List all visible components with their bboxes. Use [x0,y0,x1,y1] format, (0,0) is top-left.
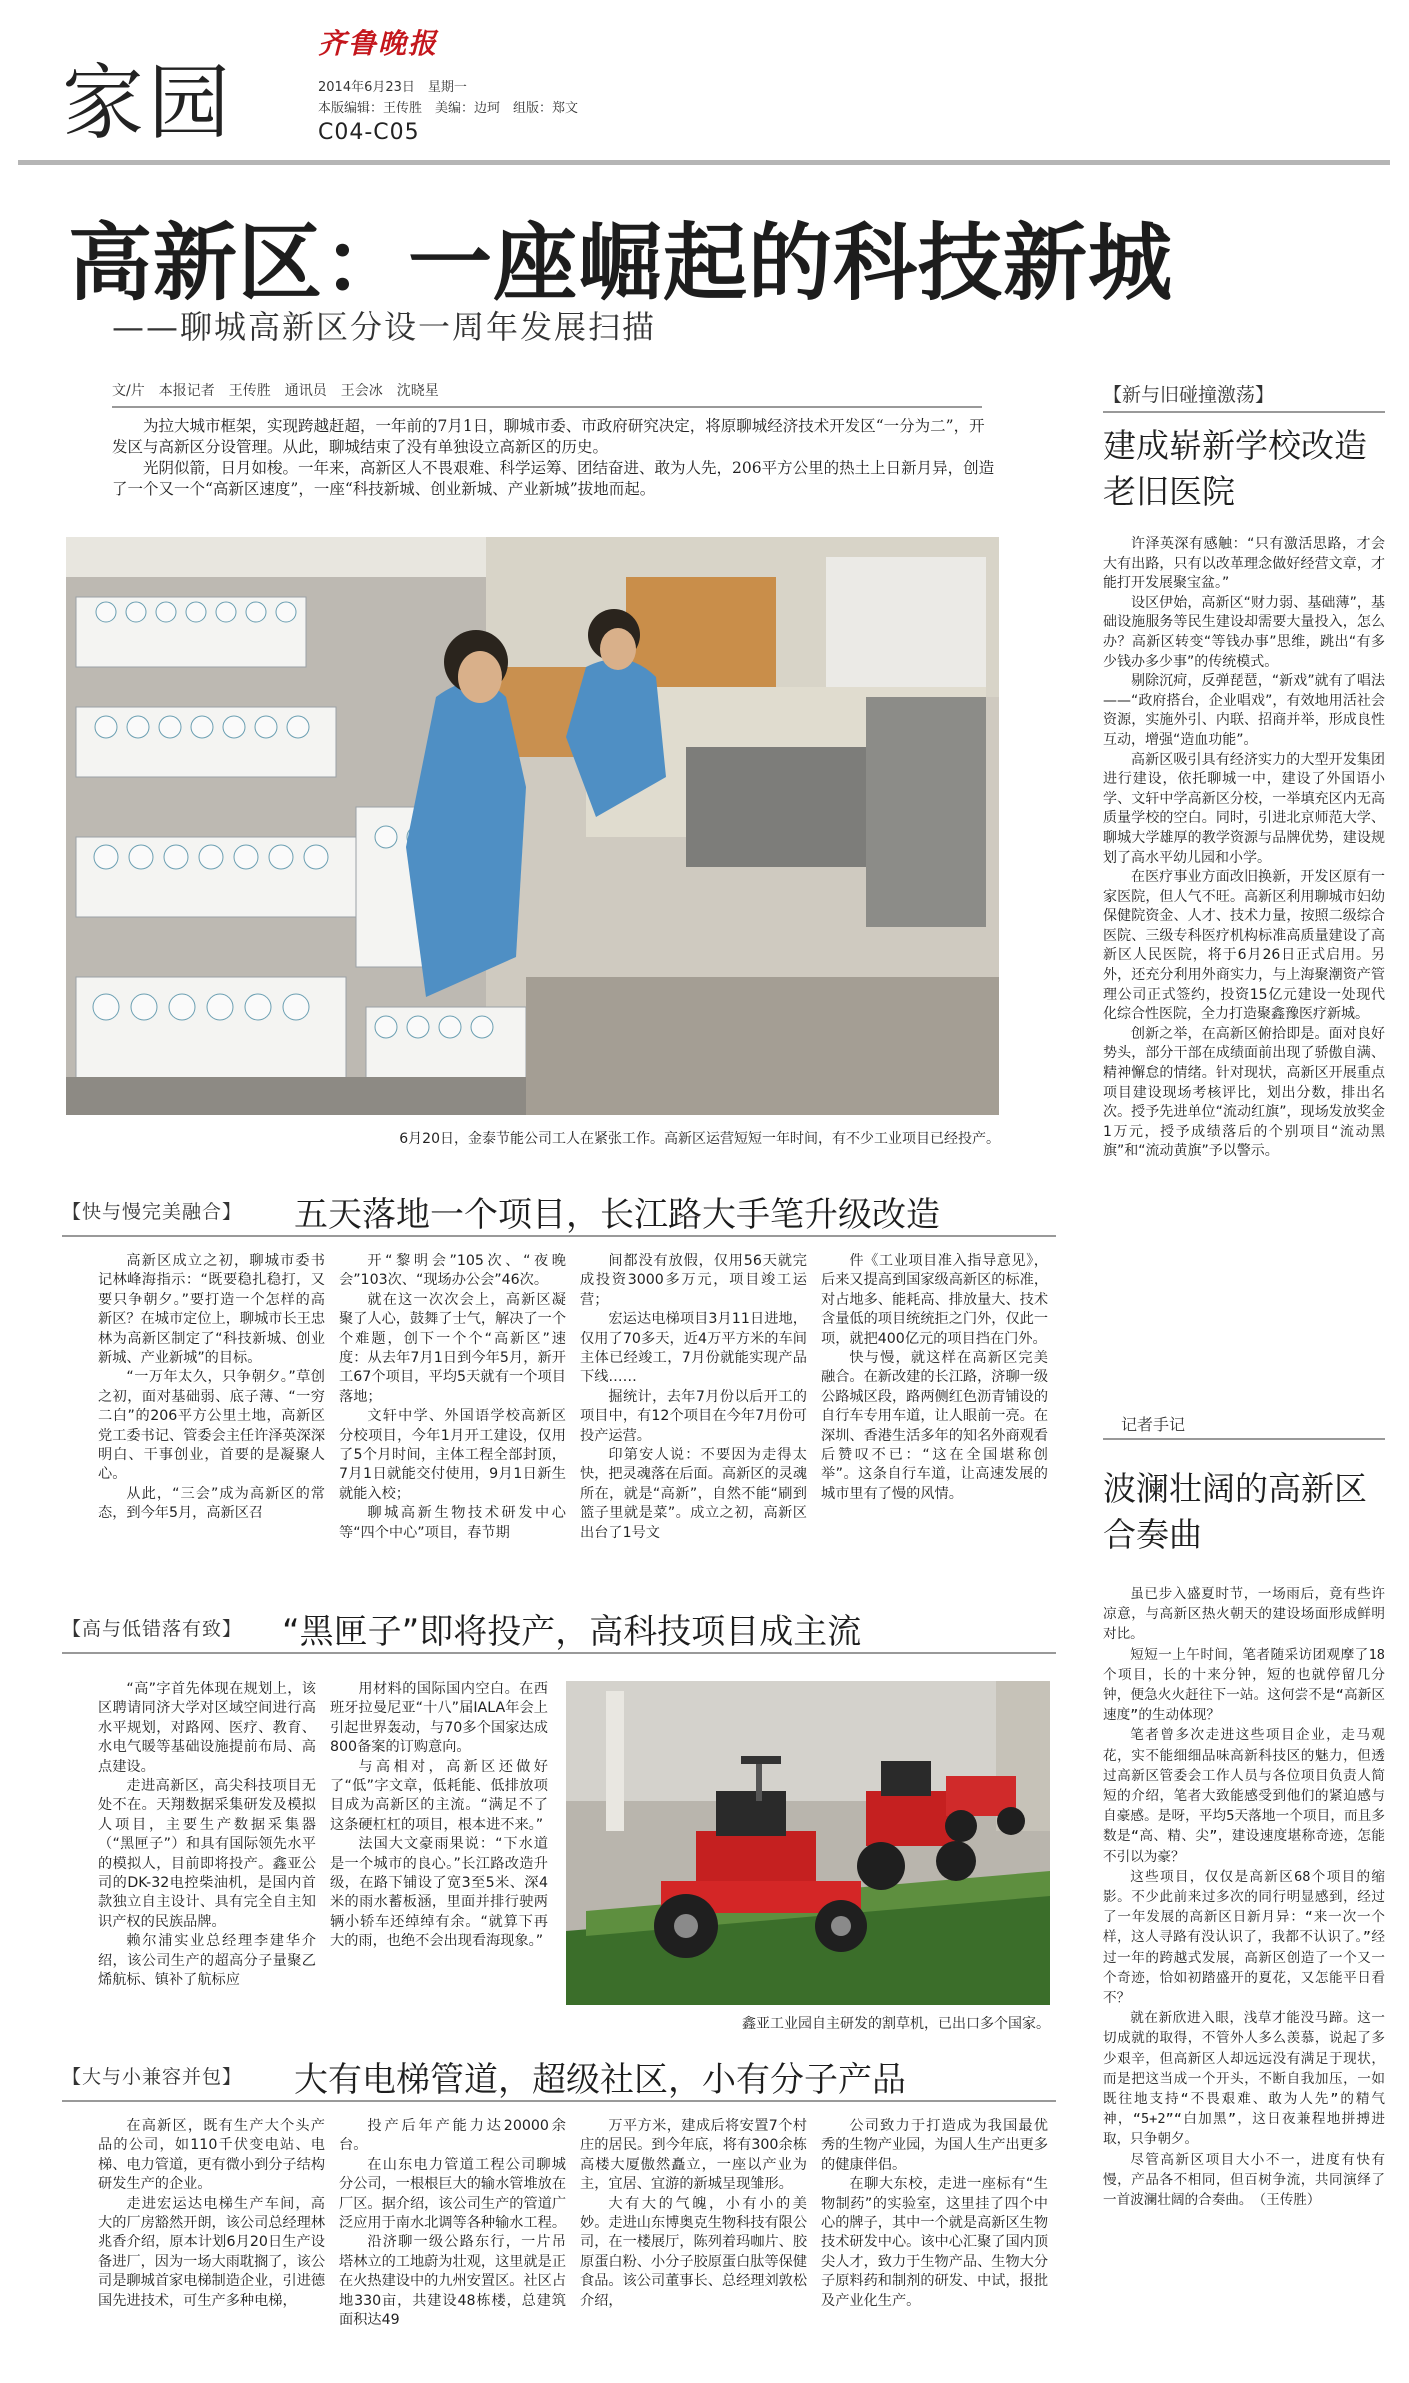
section-title: “黑匣子”即将投产，高科技项目成主流 [282,1612,862,1652]
text-column [580,1252,807,1543]
section1-columns [98,1252,1048,1543]
factory-workers-photo [66,537,999,1115]
main-subhead: ——聊城高新区分设一周年发展扫描 [112,308,657,346]
sidebar-school-hospital [1103,380,1385,1162]
paragraph: 走进宏运达电梯生产车间，高大的厂房豁然开朗，该公司总经理林兆香介绍，原本计划6月20日生产设备进厂，因为一场大雨耽搁了，该公司是聊城首家电梯制造企业，引进德国先进技术，可生产多种电梯， [98,2195,326,2309]
section-name: 家园 [62,56,235,151]
paragraph: 间都没有放假，仅用56天就完成投资3000多万元，项目竣工运营； [580,1253,807,1308]
paragraph: 赖尔浦实业总经理李建华介绍，该公司生产的超高分子量聚乙烯航标、镇补了航标应 [98,1933,316,1989]
paragraph: 件《工业项目准入指导意见》，后来又提高到国家级高新区的标准，对占地多、能耗高、排放量大、技术含量低的项目统统拒之门外，仅此一项，就把400亿元的项目挡在门外。 [821,1253,1049,1347]
reporter-notes-paragraph: 就在新欣进入眼，浅草才能没马蹄。这一切成就的取得，不管外人多么羡慕，说起了多少艰辛，但高新区人却远远没有满足于现状，而是把这当成一个开头，不断自我加压，一如既往地支持“不畏艰难、敢为人先”的精气神，“5+2”“白加黑”，这日夜兼程地拼搏进取，只争朝夕。 [1103,2010,1385,2148]
paragraph: 就在这一次次会上，高新区凝聚了人心，鼓舞了士气，解决了一个个难题，创下一个个“高新区”速度：从去年7月1日到今年5月，新开工67个项目，平均5天就有一个项目落地； [339,1291,567,1405]
sidebar-paragraph: 许泽英深有感触：“只有激活思路，才会大有出路，只有以改革理念做好经营文章，才能打开发展聚宝盆。” [1103,536,1385,592]
paragraph: “一万年太久，只争朝夕。”草创之初，面对基础弱、底子薄、“一穷二白”的206平方公里土地，高新区党工委书记、管委会主任许泽英深深明白、干事创业，首要的是凝聚人心。 [98,1369,326,1483]
paragraph: 走进高新区，高尖科技项目无处不在。天翔数据采集研发及模拟人项目，主要生产数据采集器（“黑匣子”）和具有国际领先水平的模拟人，目前即将投产。鑫亚公司的DK-32电控柴油机，是国内首款独立自主设计、具有完全自主知识产权的民族品牌。 [98,1778,316,1930]
section-tag: 【大与小兼容并包】 [62,2066,243,2088]
lawn-mower-illustration [566,1681,1050,2005]
text-column [339,1252,566,1543]
reporter-notes-paragraph: 笔者曾多次走进这些项目企业，走马观花，实不能细细品味高新科技区的魅力，但透过高新区管委会工作人员与各位项目负责人简短的介绍，笔者大致能感受到他们的紧迫感与自豪感。是呀，平均5天落地一个项目，而且多数是“高、精、尖”，建设速度堪称奇迹，怎能不引以为豪？ [1103,1727,1385,1865]
paragraph: 沿济聊一级公路东行，一片吊塔林立的工地蔚为壮观，这里就是正在火热建设中的九州安置区。社区占地330亩，共建设48栋楼，总建筑面积达49 [339,2234,567,2329]
lawn-mower-caption: 鑫亚工业园自主研发的割草机，已出口多个国家。 [742,2016,1050,2032]
text-column [98,1252,325,1543]
paragraph: 高新区成立之初，聊城市委书记林峰海指示：“既要稳扎稳打，又要只争朝夕。”要打造一个怎样的高新区？在城市定位上，聊城市长王忠林为高新区制定了“科技新城、创业新城、产业新城”的目标。 [98,1253,326,1367]
section2-columns [98,1680,548,1991]
editors-line: 本版编辑：王传胜 美编：边珂 组版：郑文 [318,101,579,116]
paragraph: 大有大的气魄，小有小的美妙。走进山东博奥克生物科技有限公司，在一楼展厅，陈列着玛咖片、胶原蛋白粉、小分子胶原蛋白肽等保健食品。该公司董事长、总经理刘敦松介绍， [580,2195,808,2309]
reporter-notes-title: 波澜壮阔的高新区合奏曲 [1103,1469,1367,1554]
reporter-notes-tag: 记者手记 [1103,1410,1385,1440]
sidebar-body [1103,535,1385,1162]
text-column [339,2117,566,2330]
lawn-mower-photo [566,1681,1050,2005]
text-column [821,2117,1048,2330]
section-title: 大有电梯管道，超级社区，小有分子产品 [294,2060,906,2100]
text-column [580,2117,807,2330]
sidebar-paragraph: 创新之举，在高新区俯拾即是。面对良好势头，部分干部在成绩面前出现了骄傲自满、精神懈怠的情绪。针对现状，高新区开展重点项目建设现场考核评比，划出分数，排出名次。授予先进单位“流动红旗”，现场发放奖金1万元，授予成绩落后的个别项目“流动黑旗”和“流动黄旗”予以警示。 [1103,1025,1385,1160]
sidebar-paragraph: 在医疗事业方面改旧换新，开发区原有一家医院，但人气不旺。高新区利用聊城市妇幼保健院资金、人才、技术力量，按照二级综合医院、三级专科医疗机构标准高质量建设了高新区人民医院，将于6月26日正式启用。另外，还充分利用外商实力，与上海聚潮资产管理公司正式签约，投资15亿元建设一处现代化综合性医院，全力打造聚鑫豫医疗新城。 [1103,869,1385,1023]
newspaper-logo: 齐鲁晚报 [318,27,439,60]
section-divider [62,1235,1056,1237]
paragraph: 快与慢，就这样在高新区完美融合。在新改建的长江路，济聊一级公路城区段，路两侧红色沥青铺设的自行车专用车道，让人眼前一亮。在深圳、香港生活多年的知名外商观看后赞叹不已：“这在全国堪称创举”。这条自行车道，让高速发展的城市里有了慢的风情。 [821,1350,1049,1502]
main-headline: 高新区：一座崛起的科技新城 [68,214,1174,312]
section-tag: 【高与低错落有致】 [62,1618,243,1640]
text-column [330,1680,548,1991]
sidebar-reporter-notes [1103,1410,1385,2210]
paragraph: 文轩中学、外国语学校高新区分校项目，今年1月开工建设，仅用了5个月时间，主体工程全部封顶，7月1日就能交付使用，9月1日新生就能入校； [339,1408,566,1502]
paragraph: 掘统计，去年7月份以后开工的项目中，有12个项目在今年7月份可投产运营。 [580,1388,807,1444]
byline: 文/片 本报记者 王传胜 通讯员 王会冰 沈晓星 [112,380,982,408]
page-code: C04-C05 [318,120,420,145]
page-header [0,0,1409,160]
paragraph: 公司致力于打造成为我国最优秀的生物产业园，为国人生产出更多的健康伴侣。 [821,2118,1049,2173]
reporter-notes-paragraph: 虽已步入盛夏时节，一场雨后，竟有些许凉意，与高新区热火朝天的建设场面形成鲜明对比。 [1103,1586,1385,1643]
reporter-notes-paragraph: 短短一上午时间，笔者随采访团观摩了18个项目，长的十来分钟，短的也就停留几分钟，便急火火赶往下一站。这何尝不是“高新区速度”的生动体现？ [1103,1646,1385,1724]
paragraph: 万平方米，建成后将安置7个村庄的居民。到今年底，将有300余栋高楼大厦傲然矗立，一座以产业为主，宜居、宜游的新城呈现雏形。 [580,2118,807,2193]
paragraph: “高”字首先体现在规划上，该区聘请同济大学对区域空间进行高水平规划，对路网、医疗、教育、水电气暖等基础设施提前布局、高点建设。 [98,1681,316,1775]
paragraph: 与高相对，高新区还做好了“低”字文章，低耗能、低排放项目成为高新区的主流。“满足不了这条硬杠杠的项目，根本进不来。” [330,1758,548,1833]
reporter-notes-body [1103,1584,1385,2210]
sidebar-tag: 【新与旧碰撞激荡】 [1103,380,1385,413]
lead-text [112,416,998,500]
reporter-notes-paragraph: 尽管高新区项目大小不一，进度有快有慢，产品各不相同，但百树争流，共同演绎了一首波澜壮阔的合奏曲。 （王传胜） [1103,2151,1385,2209]
lead-paragraph: 光阴似箭，日月如梭。一年来，高新区人不畏艰难、科学运筹、团结奋进、敢为人先，206平方公里的热土上日新月异，创造了一个又一个“高新区速度”，一座“科技新城、创业新城、产业新城”拔地而起。 [112,459,995,498]
section-title: 五天落地一个项目，长江路大手笔升级改造 [294,1195,940,1235]
section-divider [62,1652,1056,1654]
paragraph: 用材料的国际国内空白。在西班牙拉曼尼亚“十八”届IALA年会上引起世界轰动，与70多个国家达成800备案的订购意向。 [330,1681,548,1756]
section-header-fast-slow [62,1185,1056,1235]
main-photo-caption: 6月20日，金泰节能公司工人在紧张工作。高新区运营短短一年时间，有不少工业项目已经投产。 [399,1131,1000,1147]
reporter-notes-paragraph: 这些项目，仅仅是高新区68个项目的缩影。不少此前来过多次的同行明显感到，经过了一年发展的高新区日新月异：“来一次一个样，这人寻路有没认识了，我都不认识了。”经过一年的跨越式发展，高新区创造了一个又一个奇迹，恰如初踏盛开的夏花，又怎能平日看不？ [1103,1868,1385,2007]
lead-paragraph: 为拉大城市框架，实现跨越赶超，一年前的7月1日，聊城市委、市政府研究决定，将原聊城经济技术开发区“一分为二”，开发区与高新区分设管理。从此，聊城结束了没有单独设立高新区的历史。 [112,417,985,456]
section-header-big-small [62,2050,1056,2100]
paragraph: 在高新区，既有生产大个头产品的公司，如110千伏变电站、电梯、电力管道，更有微小到分子结构研发生产的企业。 [98,2118,326,2193]
paragraph: 开“黎明会”105次、“夜晚会”103次、“现场办公会”46次。 [339,1253,566,1289]
sidebar-paragraph: 高新区吸引具有经济实力的大型开发集团进行建设，依托聊城一中，建设了外国语小学、文轩中学高新区分校，一举填充区内无高质量学校的空白。同时，引进北京师范大学、聊城大学雄厚的教学资源与品牌优势，建设规划了高水平幼儿园和小学。 [1103,751,1385,866]
sidebar-paragraph: 设区伊始，高新区“财力弱、基础薄”，基础设施服务等民生建设却需要大量投入，怎么办？高新区转变“等钱办事”思维，跳出“有多少钱办多少事”的传统模式。 [1103,594,1385,670]
paragraph: 在山东电力管道工程公司聊城分公司，一根根巨大的输水管堆放在厂区。据介绍，该公司生产的管道广泛应用于南水北调等各种输水工程。 [339,2156,567,2232]
sidebar-title: 建成崭新学校改造老旧医院 [1103,426,1367,511]
header-divider [18,160,1390,165]
section-header-high-low [62,1602,1056,1652]
paragraph: 在聊大东校，走进一座标有“生物制药”的实验室，这里挂了四个中心的牌子，其中一个就是高新区生物技术研发中心。该中心汇聚了国内顶尖人才，致力于生物产品、生物大分子原料药和制剂的研发、中试，报批及产业化生产。 [821,2176,1049,2309]
paragraph: 法国大文豪雨果说：“下水道是一个城市的良心。”长江路改造升级，在路下铺设了宽3至5米、深4米的雨水蓄板涵，里面并排行驶两辆小轿车还绰绰有余。“就算下再大的雨，也绝不会出现看海现象。” [330,1836,548,1950]
text-column [98,1680,316,1991]
paragraph: 宏运达电梯项目3月11日进地，仅用了70多天，近4万平方米的车间主体已经竣工，7月份就能实现产品下线…… [580,1311,807,1386]
factory-workers-illustration [66,537,999,1115]
paragraph: 印第安人说：不要因为走得太快，把灵魂落在后面。高新区的灵魂所在，就是“高新”，自然不能“刷到篮子里就是菜”。成立之初，高新区出台了1号文 [580,1447,808,1541]
issue-date: 2014年6月23日 星期一 [318,80,467,95]
text-column [98,2117,325,2330]
section-divider [62,2100,1056,2102]
sidebar-paragraph: 剔除沉疴，反弹琵琶，“新戏”就有了唱法——“政府搭台，企业唱戏”，有效地用活社会资源，实施外引、内联、招商并举，形成良性互动，增强“造血功能”。 [1103,673,1385,748]
paragraph: 投产后年产能力达20000余台。 [339,2118,566,2154]
text-column [821,1252,1048,1543]
section-tag: 【快与慢完美融合】 [62,1201,243,1223]
paragraph: 聊城高新生物技术研发中心等“四个中心”项目，春节期 [339,1505,566,1541]
paragraph: 从此，“三会”成为高新区的常态，到今年5月，高新区召 [98,1485,325,1522]
section3-columns [98,2117,1048,2330]
